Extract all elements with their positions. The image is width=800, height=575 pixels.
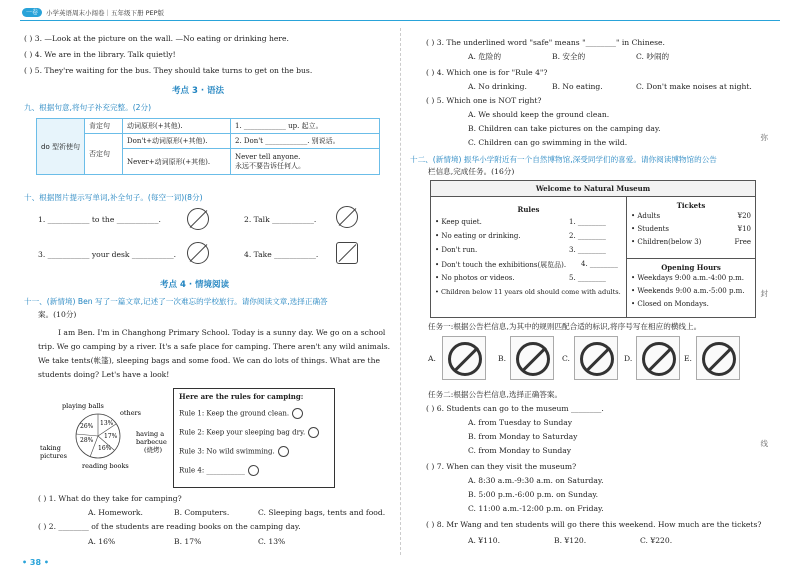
question-4: ( ) 4. We are in the library. Talk quietly! [24, 50, 176, 59]
question-7: ( ) 7. When can they visit the museum? [426, 462, 577, 471]
tickets-panel [627, 197, 755, 259]
question-5: ( ) 5. They're waiting for the bus. They should take turns to get on the bus. [24, 66, 313, 75]
q5-option-b: B. Children can take pictures on the camping day. [468, 124, 661, 133]
q8-option-a: A. ¥110. [468, 536, 501, 545]
rule-3 [174, 442, 334, 461]
notice-rule-text: • Don't touch the exhibitions(展览品). [435, 261, 567, 269]
ticket-price: Free [734, 238, 751, 246]
column-divider [400, 28, 401, 555]
q7-option-c: C. 11:00 a.m.-12:00 p.m. on Friday. [468, 504, 604, 513]
negative-rule-2: Never+动词原形(+其他). [123, 149, 231, 175]
example-3-en: Never tell anyone. [235, 152, 301, 161]
sign-letter-d: D. [624, 354, 633, 363]
q10-title: 十、根据图片提示写单词,补全句子。(每空一词)(8分) [24, 193, 203, 202]
notice-rule [431, 246, 626, 260]
q3-option-c: C. 吵闹的 [636, 52, 670, 61]
ticket-type: • Children(below 3) [631, 238, 702, 246]
rules-panel [431, 197, 627, 317]
notice-rule [431, 218, 626, 232]
q5-option-a: A. We should keep the ground clean. [468, 110, 610, 119]
rule-blank: 5. ________ [569, 274, 606, 282]
pie-label: having a [136, 430, 165, 438]
no-noise-icon [248, 465, 259, 476]
q10-item-2: 2. Talk ___________. [244, 215, 317, 224]
no-walk-icon [187, 208, 209, 230]
q12-title: 十二、(新情境) 振华小学附近有一个自然博物馆,深受同学们的喜爱。请你阅读博物馆的公告 [410, 155, 717, 164]
camping-rules-box [173, 388, 335, 488]
notice-rule-text: • Children below 11 years old should come with adults. [435, 288, 621, 296]
rules-box-title: Here are the rules for camping: [179, 392, 304, 401]
notice-rule-text: • No photos or videos. [435, 274, 515, 282]
question-2: ( ) 2. ________ of the students are reading books on the camping day. [38, 522, 301, 531]
museum-notice [430, 180, 756, 318]
grammar-table [36, 118, 380, 175]
no-writing-icon [187, 242, 209, 264]
pie-label: playing balls [62, 402, 104, 410]
rule-blank: 4. ________ [581, 260, 618, 268]
ticket-type: • Adults [631, 212, 661, 220]
q10-item-1: 1. ___________ to the ___________. [38, 215, 161, 224]
question-8: ( ) 8. Mr Wang and ten students will go there this weekend. How much are the tickets? [426, 520, 762, 529]
margin-char: 线 [760, 439, 768, 448]
question-3: ( ) 3. —Look at the picture on the wall. —No eating or drinking here. [24, 34, 289, 43]
passage-line-4: students doing? Let's have a look! [38, 370, 170, 379]
pie-label: reading books [82, 462, 129, 470]
q2-option-c: C. 13% [258, 537, 286, 546]
margin-char: 弥 [760, 133, 768, 142]
example-3-cn: 永远不要告诉任何人。 [235, 161, 305, 170]
q11-title: 十一、(新情境) Ben 写了一篇文章,记述了一次难忘的学校旅行。请你阅读文章,选择正确答 [24, 297, 328, 306]
question-3r: ( ) 3. The underlined word "safe" means "________" in Chinese. [426, 38, 665, 47]
q10-item-4: 4. Take ___________. [244, 250, 319, 259]
q10-item-3: 3. ___________ your desk ___________. [38, 250, 177, 259]
quiet-sign-icon [336, 206, 358, 228]
section-4-title: 考点 4 · 情境阅读 [160, 280, 230, 290]
passage-line-1: I am Ben. I'm in Changhong Primary School. Today is a sunny day. We go on a school [58, 328, 386, 337]
header-rule [20, 20, 780, 21]
pie-label: (烧烤) [144, 446, 163, 454]
grammar-example-1: 1. ____________ up. 起立。 [231, 119, 380, 134]
question-1: ( ) 1. What do they take for camping? [38, 494, 182, 503]
section-3-title: 考点 3 · 语法 [172, 86, 225, 96]
tickets-heading: Tickets [676, 201, 706, 210]
ticket-row [627, 238, 755, 251]
sleeping-bag-icon [308, 427, 319, 438]
q5-option-c: C. Children can go swimming in the wild. [468, 138, 628, 147]
pie-value: 13% [100, 420, 114, 427]
positive-label: 肯定句 [85, 119, 123, 134]
page-header [22, 8, 164, 17]
q2-option-a: A. 16% [88, 537, 116, 546]
notice-rule [431, 274, 626, 288]
q7-option-b: B. 5:00 p.m.-6:00 p.m. on Sunday. [468, 490, 599, 499]
q6-option-a: A. from Tuesday to Sunday [468, 418, 573, 427]
pie-value: 17% [104, 433, 118, 440]
q3-option-b: B. 安全的 [552, 52, 586, 61]
rule-3-text: Rule 3: No wild swimming. [179, 447, 275, 456]
notice-rule-text: • Keep quiet. [435, 218, 482, 226]
question-4r: ( ) 4. Which one is for "Rule 4"? [426, 68, 548, 77]
rule-4 [174, 461, 334, 480]
rule-1-text: Rule 1: Keep the ground clean. [179, 409, 290, 418]
margin-char: 封 [760, 289, 768, 298]
q11-title-2: 案。(10分) [38, 310, 77, 319]
q8-option-b: B. ¥120. [554, 536, 587, 545]
pie-value: 26% [80, 423, 94, 430]
q9-title: 九、根据句意,将句子补充完整。(2分) [24, 103, 152, 112]
positive-rule: 动词原形(+其他). [123, 119, 231, 134]
books-icon [336, 242, 358, 264]
no-photo-sign-icon [442, 336, 486, 380]
passage-line-2: trip. We go camping by a river. It's a safe place for camping. There aren't any wild animals. [38, 342, 391, 351]
ticket-row [627, 225, 755, 238]
rules-heading: Rules [517, 205, 540, 214]
rule-1 [174, 404, 334, 423]
no-camera-sign-icon [510, 336, 554, 380]
pie-value: 28% [80, 437, 94, 444]
q6-option-b: B. from Monday to Saturday [468, 432, 578, 441]
hours-line: • Weekends 9:00 a.m.-5:00 p.m. [631, 287, 745, 295]
q4-option-c: C. Don't make noises at night. [636, 82, 752, 91]
grammar-example-3 [231, 149, 380, 175]
q6-option-c: C. from Monday to Sunday [468, 446, 572, 455]
no-litter-icon [292, 408, 303, 419]
ticket-row [627, 212, 755, 225]
rule-blank: 2. ________ [569, 232, 606, 240]
no-running-sign-icon [574, 336, 618, 380]
notice-rule [431, 260, 626, 274]
question-5r: ( ) 5. Which one is NOT right? [426, 96, 542, 105]
notice-rule-text: • Don't run. [435, 246, 478, 254]
task-1: 任务一:根据公告栏信息,为其中的规则匹配合适的标识,将序号写在相应的横线上。 [428, 322, 702, 331]
hours-line: • Closed on Mondays. [631, 300, 709, 308]
sign-letter-e: E. [684, 354, 692, 363]
q7-option-a: A. 8:30 a.m.-9:30 a.m. on Saturday. [468, 476, 604, 485]
rule-2-text: Rule 2: Keep your sleeping bag dry. [179, 428, 306, 437]
ticket-price: ¥20 [737, 212, 751, 220]
grammar-row-label: do 型祈使句 [37, 119, 85, 175]
rule-blank: 3. ________ [569, 246, 606, 254]
rule-blank: 1. ________ [569, 218, 606, 226]
question-6: ( ) 6. Students can go to the museum ________. [426, 404, 604, 413]
ticket-price: ¥10 [737, 225, 751, 233]
passage-line-3: We take tents(帐篷), sleeping bags and some food. We can do lots of things. What are the [38, 356, 380, 365]
sign-letter-b: B. [498, 354, 506, 363]
pie-label: pictures [40, 452, 67, 460]
hours-heading: Opening Hours [661, 263, 721, 272]
task-2: 任务二:根据公告栏信息,选择正确答案。 [428, 390, 563, 399]
negative-label: 否定句 [85, 134, 123, 175]
sign-letter-a: A. [428, 354, 436, 363]
rule-2 [174, 423, 334, 442]
ticket-type: • Students [631, 225, 670, 233]
grammar-example-2: 2. Don't ____________. 别说话。 [231, 134, 380, 149]
q4-option-b: B. No eating. [552, 82, 603, 91]
hours-panel [627, 259, 755, 317]
q3-option-a: A. 危险的 [468, 52, 502, 61]
q1-option-b: B. Computers. [174, 508, 230, 517]
no-swimming-icon [278, 446, 289, 457]
activity-pie-chart [40, 398, 170, 478]
rule-4-text: Rule 4: ___________ [179, 466, 245, 475]
q8-option-c: C. ¥220. [640, 536, 673, 545]
pie-label: others [120, 409, 142, 417]
q2-option-b: B. 17% [174, 537, 202, 546]
notice-rule-text: • No eating or drinking. [435, 232, 521, 240]
no-eating-sign-icon [636, 336, 680, 380]
page-number: • 38 • [22, 558, 49, 567]
no-touching-sign-icon [696, 336, 740, 380]
q12-title-2: 栏信息,完成任务。(16分) [428, 167, 515, 176]
pie-label: taking [40, 444, 61, 452]
q1-option-c: C. Sleeping bags, tents and food. [258, 508, 386, 517]
q4-option-a: A. No drinking. [468, 82, 527, 91]
pie-label: barbecue [136, 438, 167, 446]
header-badge: 一卷 [22, 8, 42, 17]
hours-line: • Weekdays 9:00 a.m.-4:00 p.m. [631, 274, 745, 282]
negative-rule-1: Don't+动词原形(+其他). [123, 134, 231, 149]
notice-title: Welcome to Natural Museum [431, 181, 755, 197]
header-title: 小学英语周末小闯卷｜五年级下册 PEP版 [46, 9, 165, 17]
notice-rule [431, 232, 626, 246]
sign-letter-c: C. [562, 354, 570, 363]
pie-value: 16% [98, 445, 112, 452]
q1-option-a: A. Homework. [88, 508, 143, 517]
